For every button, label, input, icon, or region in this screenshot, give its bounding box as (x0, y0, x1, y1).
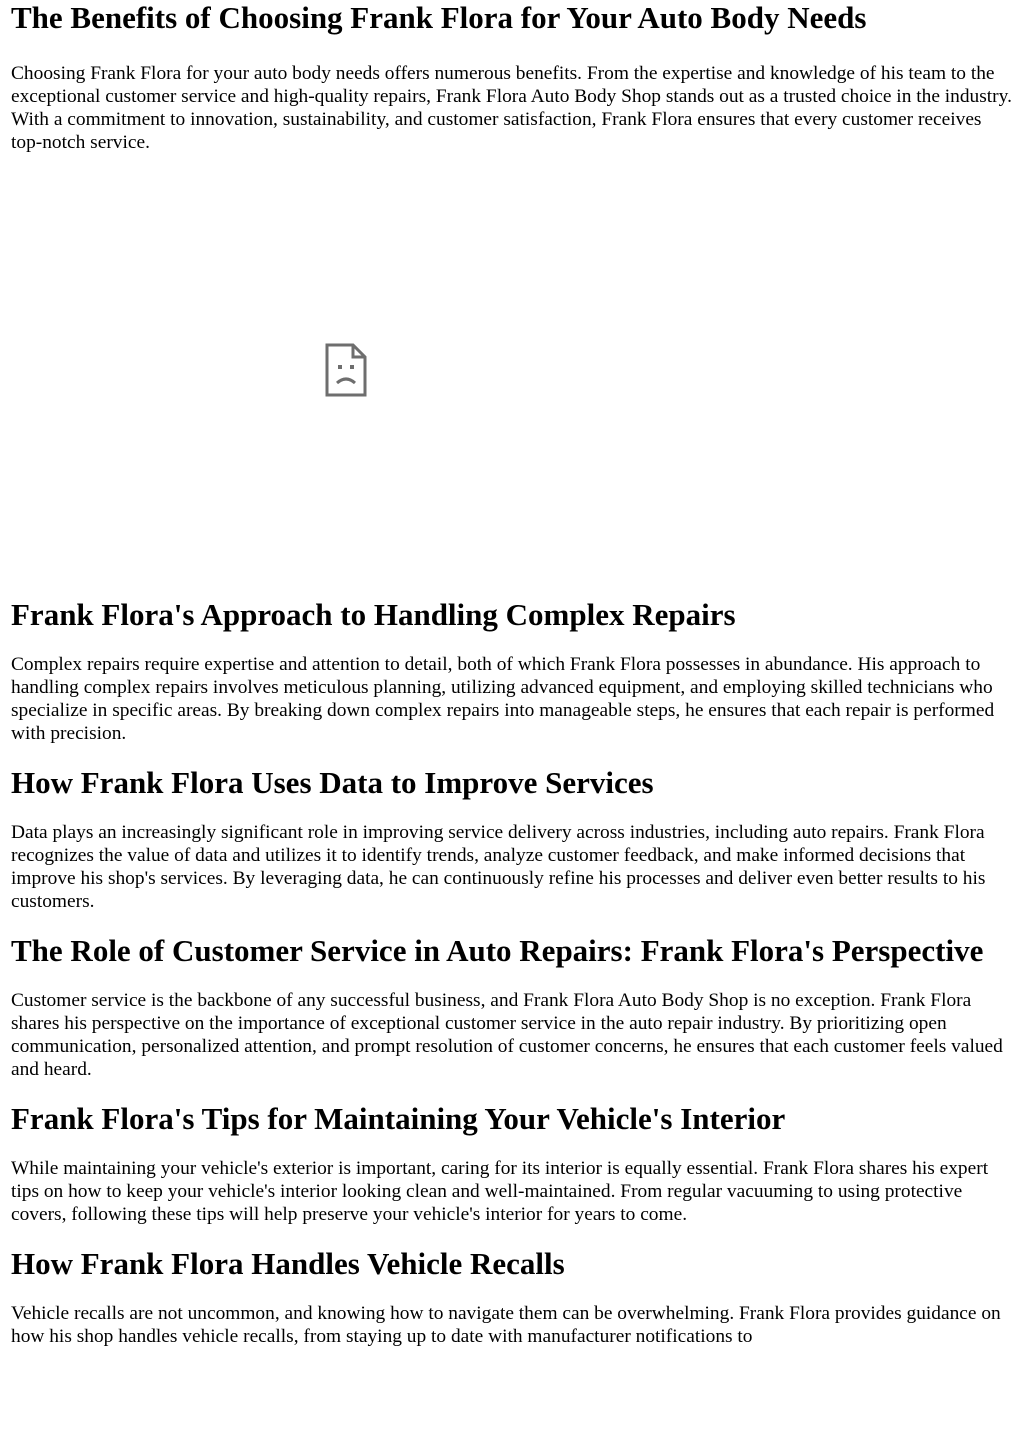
section-title-complex-repairs: Frank Flora's Approach to Handling Complex Repairs (11, 597, 736, 632)
section-body-benefits: Choosing Frank Flora for your auto body needs offers numerous benefits. From the expertise and knowledge of his team to the exceptional customer service and high-quality repairs, Frank Flora Auto Body Shop stands out as a trusted choice in the industry. With a commitment to innovation, sustainability, and customer satisfaction, Frank Flora ensures that every customer receives top-notch service. (11, 63, 1012, 153)
section-body-data: Data plays an increasingly significant role in improving service delivery across industries, including auto repairs. Frank Flora recognizes the value of data and utilizes it to identify trends, analyze customer feedback, and make informed decisions that improve his shop's services. By leveraging data, he can continuously refine his processes and deliver even better results to his customers. (11, 822, 986, 912)
section-body-customer-service: Customer service is the backbone of any successful business, and Frank Flora Auto Body Shop is no exception. Frank Flora shares his perspective on the importance of exceptional customer service in the auto repair industry. By prioritizing open communication, personalized attention, and prompt resolution of customer concerns, he ensures that each customer feels valued and heard. (11, 990, 1003, 1080)
section-body-recalls: Vehicle recalls are not uncommon, and knowing how to navigate them can be overwhelming. Frank Flora provides guidance on how his shop handles vehicle recalls, from staying up to date with manufacturer notifications to (11, 1303, 1001, 1347)
section-title-recalls: How Frank Flora Handles Vehicle Recalls (11, 1246, 565, 1281)
section-title-benefits: The Benefits of Choosing Frank Flora for Your Auto Body Needs (11, 0, 867, 35)
broken-image (11, 154, 1011, 594)
section-title-data: How Frank Flora Uses Data to Improve Services (11, 765, 654, 800)
section-title-customer-service: The Role of Customer Service in Auto Repairs: Frank Flora's Perspective (11, 933, 984, 968)
broken-image-icon (325, 343, 367, 397)
section-title-interior-tips: Frank Flora's Tips for Maintaining Your Vehicle's Interior (11, 1101, 786, 1136)
section-body-complex-repairs: Complex repairs require expertise and attention to detail, both of which Frank Flora possesses in abundance. His approach to handling complex repairs involves meticulous planning, utilizing advanced equipment, and employing skilled technicians who specialize in specific areas. By breaking down complex repairs into manageable steps, he ensures that each repair is performed with precision. (11, 654, 995, 744)
section-body-interior-tips: While maintaining your vehicle's exterior is important, caring for its interior is equally essential. Frank Flora shares his expert tips on how to keep your vehicle's interior looking clean and well-maintained. From regular vacuuming to using protective covers, following these tips will help preserve your vehicle's interior for years to come. (11, 1158, 989, 1225)
